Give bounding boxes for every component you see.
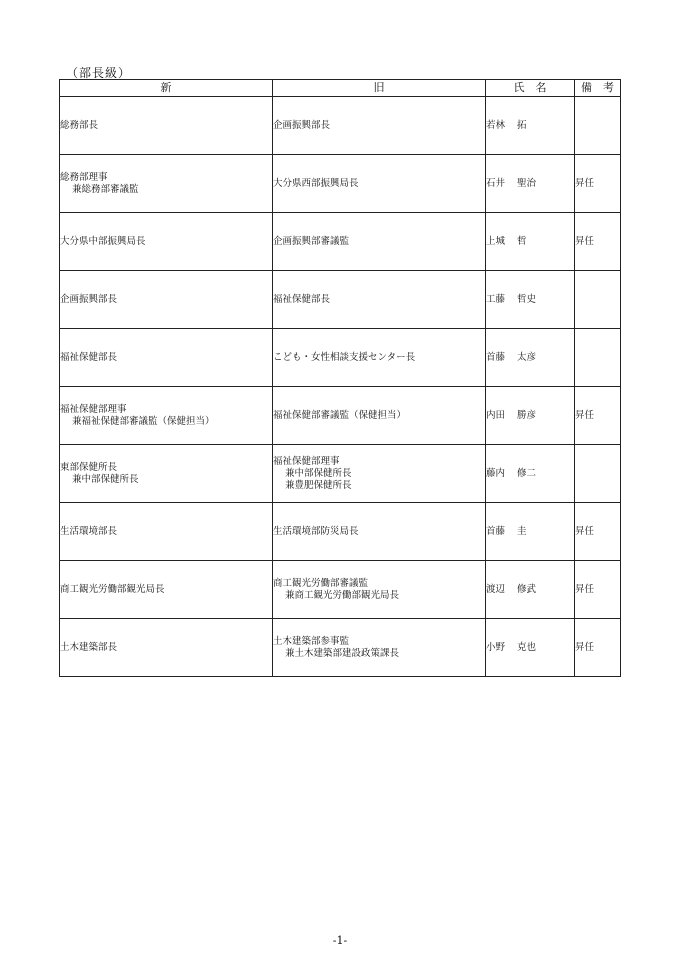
old-position-line: 兼商工観光労働部観光局長: [285, 589, 400, 601]
note: 昇任: [575, 619, 621, 677]
surname: 首藤: [486, 351, 506, 363]
old-position: [273, 155, 486, 213]
given-name: 圭: [517, 525, 527, 537]
table-row: [60, 155, 621, 213]
new-position: [60, 97, 273, 155]
person-name: [486, 503, 575, 561]
old-position-line: 福祉保健部理事: [273, 455, 340, 467]
note: 昇任: [575, 213, 621, 271]
person-name: [486, 97, 575, 155]
note: [575, 97, 621, 155]
personnel-table: [59, 79, 621, 677]
old-position-line: 兼豊肥保健所長: [285, 479, 352, 491]
note: [575, 329, 621, 387]
old-position-line: 企画振興部長: [273, 119, 331, 131]
given-name: 克也: [517, 641, 537, 653]
new-position-line: 東部保健所長: [60, 461, 118, 473]
header-new: 新: [60, 80, 273, 97]
table-body: [60, 97, 621, 677]
new-position: [60, 271, 273, 329]
table-row: [60, 387, 621, 445]
old-position-line: こども・女性相談支援センター長: [273, 351, 416, 363]
given-name: 修武: [517, 583, 537, 595]
note: 昇任: [575, 155, 621, 213]
new-position-line: 大分県中部振興局長: [60, 235, 146, 247]
new-position-line: 総務部理事: [60, 171, 108, 183]
table-row: [60, 619, 621, 677]
given-name: 勝彦: [517, 409, 537, 421]
table-row: [60, 445, 621, 503]
old-position: [273, 97, 486, 155]
new-position-line: 企画振興部長: [60, 293, 118, 305]
old-position-line: 兼土木建築部建設政策課長: [285, 647, 400, 659]
table-row: [60, 329, 621, 387]
old-position: [273, 445, 486, 503]
new-position-line: 商工観光労働部観光局長: [60, 583, 165, 595]
new-position-line: 兼総務部審議監: [72, 183, 139, 195]
given-name: 聖治: [517, 177, 537, 189]
new-position: [60, 329, 273, 387]
old-position: [273, 213, 486, 271]
old-position-line: 福祉保健部審議監（保健担当）: [273, 409, 407, 421]
header-note: 備 考: [575, 80, 621, 97]
person-name: [486, 155, 575, 213]
note: 昇任: [575, 387, 621, 445]
table-row: [60, 561, 621, 619]
surname: 藤内: [486, 467, 506, 479]
new-position-line: 福祉保健部長: [60, 351, 118, 363]
old-position: [273, 387, 486, 445]
note: 昇任: [575, 561, 621, 619]
note: 昇任: [575, 503, 621, 561]
new-position-line: 福祉保健部理事: [60, 403, 127, 415]
new-position: [60, 503, 273, 561]
surname: 石井: [486, 177, 506, 189]
person-name: [486, 619, 575, 677]
note: [575, 445, 621, 503]
new-position: [60, 213, 273, 271]
table-row: [60, 97, 621, 155]
page-number: -1-: [332, 934, 348, 947]
given-name: 哲史: [517, 293, 537, 305]
person-name: [486, 387, 575, 445]
old-position-line: 福祉保健部長: [273, 293, 331, 305]
table-row: [60, 213, 621, 271]
new-position-line: 兼中部保健所長: [72, 473, 139, 485]
given-name: 哲: [517, 235, 527, 247]
new-position-line: 総務部長: [60, 119, 99, 131]
person-name: [486, 561, 575, 619]
person-name: [486, 213, 575, 271]
new-position-line: 土木建築部長: [60, 641, 118, 653]
person-name: [486, 445, 575, 503]
old-position-line: 兼中部保健所長: [285, 467, 352, 479]
surname: 工藤: [486, 293, 506, 305]
surname: 小野: [486, 641, 506, 653]
surname: 渡辺: [486, 583, 506, 595]
new-position-line: 兼福祉保健部審議監（保健担当）: [72, 415, 215, 427]
section-caption: （部長級）: [66, 66, 132, 80]
header-row: [60, 80, 621, 97]
surname: 内田: [486, 409, 506, 421]
new-position: [60, 155, 273, 213]
table-row: [60, 503, 621, 561]
new-position-line: 生活環境部長: [60, 525, 118, 537]
surname: 若林: [486, 119, 506, 131]
table-row: [60, 271, 621, 329]
new-position: [60, 619, 273, 677]
old-position-line: 土木建築部参事監: [273, 635, 350, 647]
old-position: [273, 329, 486, 387]
given-name: 修二: [517, 467, 537, 479]
old-position: [273, 619, 486, 677]
new-position: [60, 561, 273, 619]
old-position-line: 商工観光労働部審議監: [273, 577, 369, 589]
note: [575, 271, 621, 329]
person-name: [486, 271, 575, 329]
header-old: 旧: [273, 80, 486, 97]
old-position-line: 大分県西部振興局長: [273, 177, 359, 189]
new-position: [60, 387, 273, 445]
surname: 上城: [486, 235, 506, 247]
old-position-line: 企画振興部審議監: [273, 235, 350, 247]
old-position: [273, 503, 486, 561]
new-position: [60, 445, 273, 503]
surname: 首藤: [486, 525, 506, 537]
old-position: [273, 271, 486, 329]
given-name: 拓: [517, 119, 527, 131]
person-name: [486, 329, 575, 387]
header-name: 氏 名: [486, 80, 575, 97]
old-position-line: 生活環境部防災局長: [273, 525, 359, 537]
old-position: [273, 561, 486, 619]
given-name: 太彦: [517, 351, 537, 363]
